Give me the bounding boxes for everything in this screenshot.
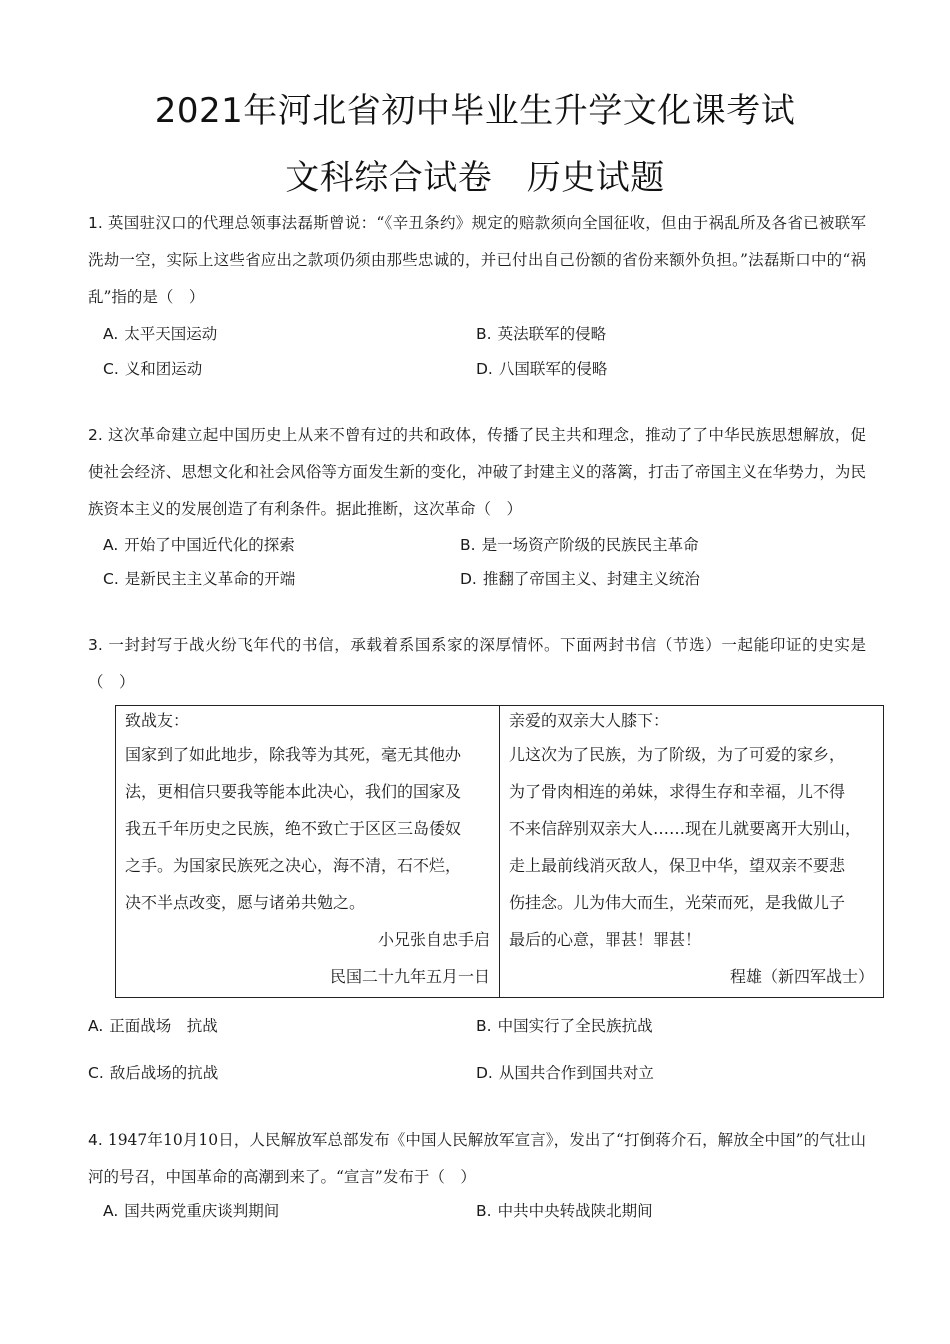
option-label: D.	[460, 570, 477, 588]
option-b	[476, 322, 606, 344]
exam-subtitle: 文科综合试卷 历史试题	[285, 158, 665, 198]
option-b	[460, 533, 699, 555]
question-1-stem	[88, 205, 866, 316]
exam-title: 2021年河北省初中毕业生升学文化课考试	[154, 91, 796, 131]
letter-line: 不来信辞别双亲大人……现在儿就要离开大别山，	[509, 819, 862, 838]
letter-salutation: 致战友：	[125, 711, 190, 730]
option-text: 八国联军的侵略	[498, 360, 608, 378]
option-c	[103, 567, 295, 589]
option-a	[88, 1014, 218, 1036]
option-text: 中国实行了全民族抗战	[497, 1017, 653, 1035]
option-label: A.	[88, 1017, 104, 1035]
question-3-stem	[88, 627, 866, 701]
letters-table	[115, 705, 884, 998]
option-text: 敌后战场的抗战	[109, 1064, 219, 1082]
option-text: 国共两党重庆谈判期间	[124, 1202, 280, 1220]
option-label: C.	[103, 570, 119, 588]
option-text: 义和团运动	[124, 360, 203, 378]
question-2-stem	[88, 417, 866, 528]
letter-right	[500, 706, 884, 998]
letter-signature: 程雄（新四军战士）	[729, 967, 874, 986]
option-label: A.	[103, 325, 119, 343]
option-a	[103, 1199, 279, 1221]
question-number: 4.	[88, 1131, 103, 1149]
option-d	[460, 567, 700, 589]
question-number: 3.	[88, 636, 103, 654]
letter-left	[116, 706, 500, 998]
option-label: C.	[88, 1064, 104, 1082]
option-d	[476, 1061, 654, 1083]
option-b	[476, 1014, 653, 1036]
option-label: A.	[103, 1202, 119, 1220]
option-text: 正面战场 抗战	[109, 1017, 218, 1035]
letter-date: 民国二十九年五月一日	[329, 967, 490, 986]
option-text: 中共中央转战陕北期间	[497, 1202, 653, 1220]
question-number: 2.	[88, 426, 103, 444]
letter-line: 最后的心意，罪甚！罪甚！	[509, 930, 702, 949]
option-label: D.	[476, 360, 493, 378]
question-number: 1.	[88, 214, 103, 232]
question-text: 英国驻汉口的代理总领事法磊斯曾说：“《辛丑条约》规定的赔款须向全国征收，但由于祸乱所及各省已被联军洗劫一空，实际上这些省应出之款项仍须由那些忠诚的，并已付出自己份额的省份来额外负担。”法磊斯口中的“祸乱”指的是（ ）	[88, 214, 866, 306]
option-a	[103, 322, 217, 344]
letter-line: 儿这次为了民族，为了阶级，为了可爱的家乡，	[509, 745, 846, 764]
question-text: 这次革命建立起中国历史上从来不曾有过的共和政体，传播了民主共和理念，推动了了中华民族思想解放，促使社会经济、思想文化和社会风俗等方面发生新的变化，冲破了封建主义的落篱，打击了帝国主义在华势力，为民族资本主义的发展创造了有利条件。据此推断，这次革命（ ）	[88, 426, 866, 518]
option-text: 是新民主主义革命的开端	[124, 570, 296, 588]
option-c	[88, 1061, 218, 1083]
option-text: 从国共合作到国共对立	[498, 1064, 654, 1082]
letter-line: 伤挂念。儿为伟大而生，光荣而死，是我做儿子	[509, 893, 846, 912]
option-text: 是一场资产阶级的民族民主革命	[481, 536, 699, 554]
letter-line: 为了骨肉相连的弟妹，求得生存和幸福，儿不得	[509, 782, 846, 801]
option-label: C.	[103, 360, 119, 378]
option-text: 推翻了帝国主义、封建主义统治	[482, 570, 700, 588]
option-text: 英法联军的侵略	[497, 325, 607, 343]
question-text: 一封封写于战火纷飞年代的书信，承载着系国系家的深厚情怀。下面两封书信（节选）一起能印证的史实是（ ）	[88, 636, 866, 691]
option-a	[103, 533, 295, 555]
question-text: 1947年10月10日，人民解放军总部发布《中国人民解放军宣言》，发出了“打倒蒋介石，解放全中国”的气壮山河的号召，中国革命的高潮到来了。“宣言”发布于（ ）	[88, 1131, 866, 1186]
letter-signature: 小兄张自忠手启	[377, 930, 490, 949]
question-4-stem	[88, 1122, 866, 1196]
option-label: B.	[476, 1202, 492, 1220]
option-label: B.	[476, 325, 492, 343]
letter-line: 之手。为国家民族死之决心，海不清，石不烂，	[125, 856, 462, 875]
letter-line: 国家到了如此地步，除我等为其死，毫无其他办	[125, 745, 462, 764]
letter-line: 法，更相信只要我等能本此决心，我们的国家及	[125, 782, 462, 801]
option-text: 开始了中国近代化的探索	[124, 536, 295, 554]
letter-salutation: 亲爱的双亲大人膝下：	[509, 711, 670, 730]
option-label: B.	[460, 536, 476, 554]
option-d	[476, 357, 607, 379]
option-text: 太平天国运动	[124, 325, 218, 343]
letter-line: 我五千年历史之民族，绝不致亡于区区三岛倭奴	[125, 819, 462, 838]
letter-line: 走上最前线消灭敌人，保卫中华，望双亲不要悲	[509, 856, 846, 875]
option-label: A.	[103, 536, 119, 554]
option-b	[476, 1199, 653, 1221]
letter-line: 决不半点改变，愿与诸弟共勉之。	[125, 893, 366, 912]
option-label: D.	[476, 1064, 493, 1082]
option-c	[103, 357, 202, 379]
option-label: B.	[476, 1017, 492, 1035]
